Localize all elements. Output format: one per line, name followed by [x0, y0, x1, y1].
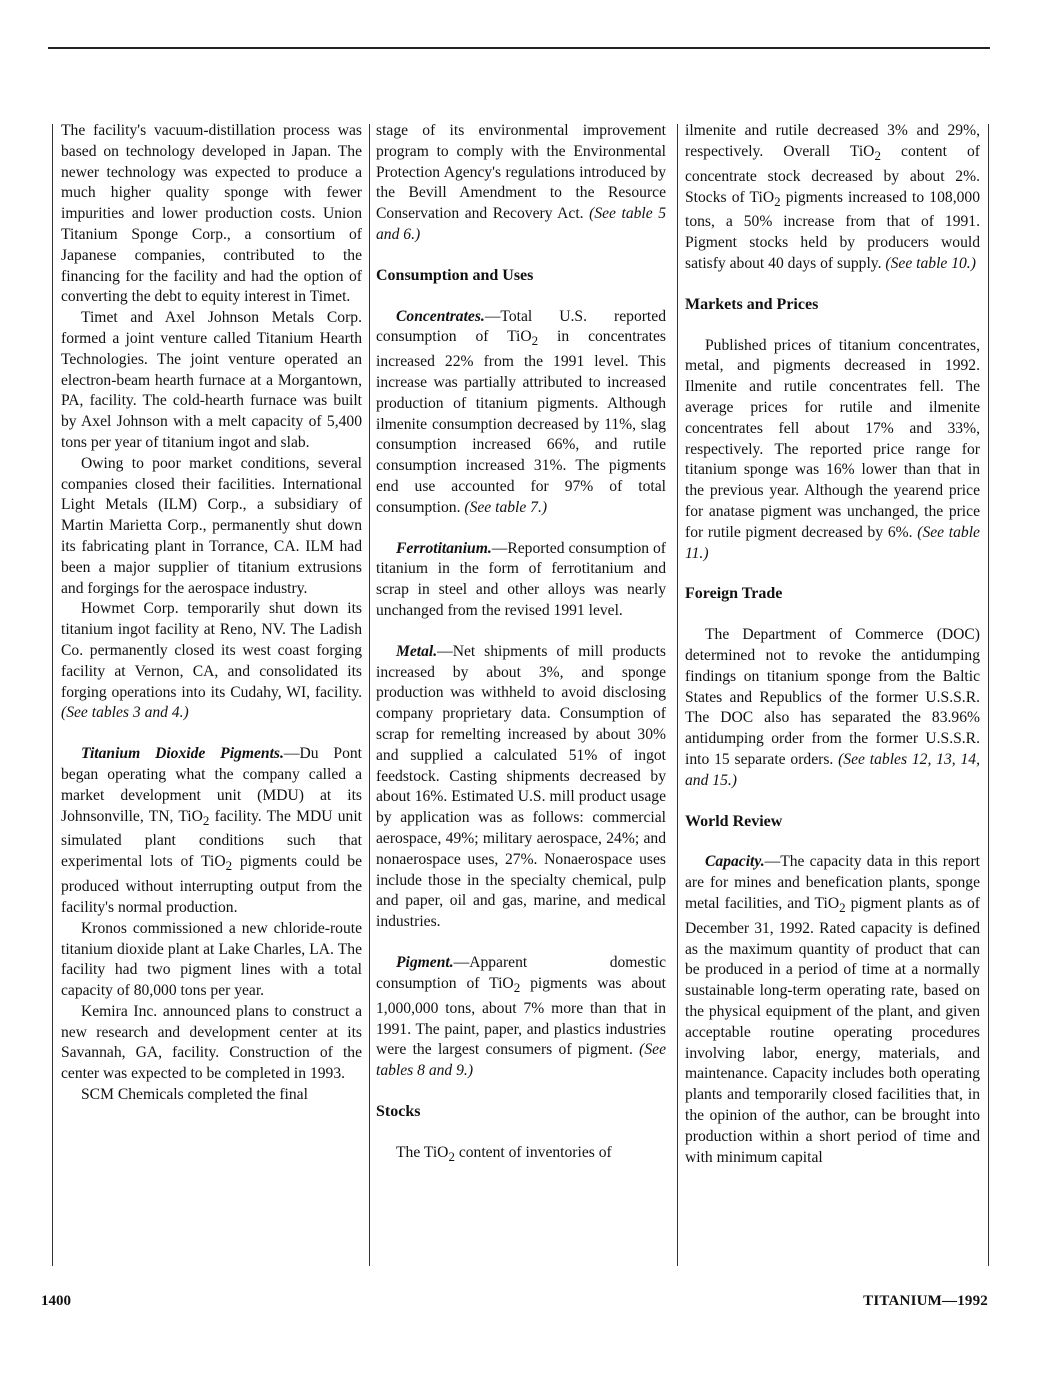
paragraph: Howmet Corp. temporarily shut down its titanium ingot facility at Reno, NV. The Ladish Co. permanently closed its west coast forging facility at Vernon, CA, and consolidated its forging operations into its Cudahy, WI, facility. (See tables 3 and 4.)	[61, 600, 362, 722]
paragraph: Ferrotitanium.—Reported consumption of titanium in the form of ferrotitanium and scrap in steel and other alloys was nearly unchanged from the revised 1991 level.	[376, 539, 666, 620]
table-reference: (See table 11.)	[685, 523, 980, 562]
paragraph: Kronos commissioned a new chloride-route titanium dioxide plant at Lake Charles, LA. The facility had two pigment lines with a total capacity of 80,000 tons per year.	[61, 919, 362, 1000]
table-reference: (See tables 12, 13, 14, and 15.)	[685, 750, 980, 789]
paragraph: The facility's vacuum-distillation process was based on technology developed in Japan. The newer technology was expected to produce a much higher quality sponge with fewer impurities and lower production costs. Union Titanium Sponge Corp., a consortium of Japanese companies, contributed to the financing for the facility and had the option of converting the debt to equity interest in Timet.	[61, 122, 362, 306]
run-in-heading: Titanium Dioxide Pigments.	[81, 745, 284, 763]
run-in-heading: Capacity.	[705, 853, 765, 871]
running-title: TITANIUM—1992	[863, 1293, 988, 1309]
run-in-heading: Metal.	[396, 642, 438, 660]
paragraph: ilmenite and rutile decreased 3% and 29%, respectively. Overall TiO$_2$ content of concentrate stock decreased by about 2%. Stocks of TiO$_2$ pigments increased to 108,000 tons, a 50% increase from that of 1991. Pigment stocks held by producers would satisfy about 40 days of supply. (See table 10.)	[685, 122, 980, 272]
table-reference: (See tables 3 and 4.)	[61, 704, 189, 722]
column-rule-right	[988, 124, 989, 1266]
paragraph: Published prices of titanium concentrates, metal, and pigments decreased in 1992. Ilmenite and rutile concentrates fell. The average prices for rutile and ilmenite concentrates fell about 17% and 33%, respectively. The reported price range for titanium sponge was 16% lower than that in the previous year. Although the yearend price for anatase pigment was unchanged, the price for rutile pigment decreased by 6%. (See table 11.)	[685, 336, 980, 562]
table-reference: (See tables 8 and 9.)	[376, 1041, 666, 1080]
paragraph: Capacity.—The capacity data in this report are for mines and benefication plants, sponge metal facilities, and TiO$_2$ pigment plants as of December 31, 1992. Rated capacity is defined as the maximum quantity of product that can be produced in a period of time at a normally sustainable long-term operating rate, based on the physical equipment of the plant, and given acceptable routine operating procedures involving labor, energy, materials, and maintenance. Capacity includes both operating plants and temporarily closed facilities that, in the opinion of the author, can be brought into production within a short period of time and with minimum capital	[685, 853, 980, 1166]
section-heading: Stocks	[376, 1102, 421, 1120]
paragraph: Titanium Dioxide Pigments.—Du Pont began operating what the company called a market development unit (MDU) at its Johnsonville, TN, TiO$_2$ facility. The MDU unit simulated plant conditions such that experimental lots of TiO$_2$ pigments could be produced without interrupting output from the facility's normal production.	[61, 745, 363, 916]
column-rule-left	[52, 124, 53, 1266]
paragraph: Owing to poor market conditions, several companies closed their facilities. International Light Metals (ILM) Corp., a subsidiary of Martin Marietta Corp., permanently shut down its fabricating plant in Torrance, CA. ILM had been a major supplier of titanium extrusions and forgings for the aerospace industry.	[61, 454, 362, 597]
top-rule	[48, 47, 990, 49]
column-1	[61, 121, 362, 1106]
run-in-heading: Ferrotitanium.	[396, 539, 492, 557]
paragraph: Pigment.—Apparent domestic consumption of TiO$_2$ pigments was about 1,000,000 tons, about 7% more than that in 1991. The paint, paper, and plastics industries were the largest consumers of pigment. (See tables 8 and 9.)	[376, 954, 667, 1080]
paragraph: Metal.—Net shipments of mill products increased by about 3%, and sponge production was withheld to avoid disclosing company proprietary data. Consumption of scrap for remelting increased by about 30% and supplied a calculated 51% of ingot feedstock. Casting shipments decreased by about 16%. Estimated U.S. mill product usage by application was as follows: commercial aerospace, 49%; military aerospace, 24%; and nonaerospace uses, 27%. Nonaerospace uses include those in the specialty chemical, pulp and paper, oil and gas, marine, and medical industries.	[376, 642, 666, 931]
column-rule-mid-2	[677, 124, 678, 1266]
paragraph: Kemira Inc. announced plans to construct a new research and development center at its Savannah, GA, facility. Construction of the center was expected to be completed in 1993.	[61, 1002, 362, 1083]
table-reference: (See table 5 and 6.)	[376, 205, 667, 243]
paragraph: The TiO$_2$ content of inventories of	[396, 1143, 612, 1164]
column-3	[685, 121, 980, 1168]
section-heading: Foreign Trade	[685, 585, 783, 603]
table-reference: (See table 7.)	[464, 498, 548, 516]
page-number: 1400	[41, 1293, 71, 1309]
section-heading: Markets and Prices	[685, 295, 819, 313]
run-in-heading: Pigment.	[396, 954, 454, 971]
column-2	[376, 121, 666, 1168]
paragraph: SCM Chemicals completed the final	[81, 1086, 308, 1104]
table-reference: (See table 10.)	[885, 255, 976, 272]
paragraph: Concentrates.—Total U.S. reported consumption of TiO$_2$ in concentrates increased 22% from the 1991 level. This increase was partially attributed to increased production of titanium pigments. Although ilmenite consumption decreased by 11%, slag consumption increased 66%, and rutile consumption increased 31%. The pigments end use accounted for 97% of total consumption. (See table 7.)	[376, 307, 666, 516]
section-heading: Consumption and Uses	[376, 266, 534, 284]
paragraph: Timet and Axel Johnson Metals Corp. formed a joint venture called Titanium Hearth Technologies. The joint venture operated an electron-beam hearth furnace at a Morgantown, PA, facility. The cold-hearth furnace was built by Axel Johnson with a melt capacity of 5,400 tons per year of titanium ingot and slab.	[61, 309, 362, 451]
section-heading: World Review	[685, 812, 783, 830]
column-rule-mid-1	[369, 124, 370, 1266]
paragraph: The Department of Commerce (DOC) determined not to revoke the antidumping findings on titanium sponge from the Baltic States and Republics of the former U.S.S.R. The DOC also has separated the 83.96% antidumping order from the former U.S.S.R. into 15 separate orders. (See tables 12, 13, 14, and 15.)	[685, 626, 980, 789]
run-in-heading: Concentrates.	[396, 307, 485, 325]
paragraph: stage of its environmental improvement program to comply with the Environmental Protection Agency's regulations introduced by the Bevill Amendment to the Resource Conservation and Recovery Act. (See table 5 and 6.)	[376, 122, 667, 243]
